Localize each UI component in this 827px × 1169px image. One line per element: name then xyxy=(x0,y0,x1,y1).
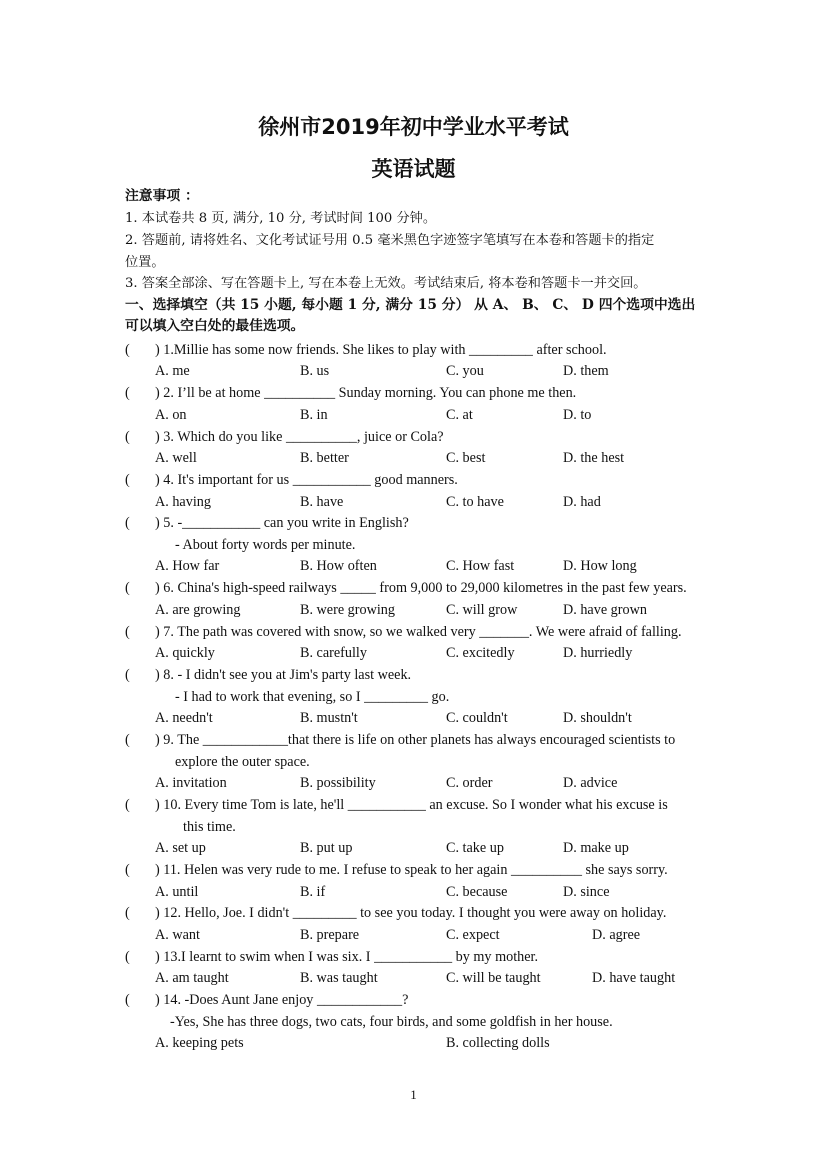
answer-option: B. mustn't xyxy=(300,710,358,726)
answer-option: C. best xyxy=(446,450,486,466)
notes-item: 位置。 xyxy=(125,255,165,270)
notes-item: 2. 答题前, 请将姓名、文化考试证号用 0.5 毫米黑色字迹签字笔填写在本卷和答题卡的指定 xyxy=(125,233,655,248)
answer-option: D. agree xyxy=(592,927,641,943)
answer-option: D. have taught xyxy=(592,970,676,986)
answer-option: C. because xyxy=(446,884,508,900)
answer-option: A. well xyxy=(155,450,197,466)
question-text: ) 13.I learnt to swim when I was six. I ___________ by my mother. xyxy=(155,949,539,965)
answer-option: A. invitation xyxy=(155,775,227,791)
answer-option: D. had xyxy=(563,494,601,510)
answer-option: B. in xyxy=(300,407,328,423)
answer-option: B. have xyxy=(300,494,344,510)
answer-paren: ( xyxy=(125,515,130,531)
answer-paren: ( xyxy=(125,385,130,401)
answer-option: D. since xyxy=(563,884,610,900)
answer-option: B. put up xyxy=(300,840,353,856)
question-text: ) 7. The path was covered with snow, so we walked very _______. We were afraid of falling. xyxy=(155,624,682,640)
answer-option: C. couldn't xyxy=(446,710,508,726)
answer-paren: ( xyxy=(125,992,130,1008)
answer-option: D. make up xyxy=(563,840,629,856)
notes-item: 1. 本试卷共 8 页, 满分, 10 分, 考试时间 100 分钟。 xyxy=(125,211,437,226)
answer-paren: ( xyxy=(125,732,130,748)
question-text: ) 12. Hello, Joe. I didn't _________ to see you today. I thought you were away on holiday. xyxy=(155,905,667,921)
question-continuation: this time. xyxy=(183,819,236,835)
answer-option: B. possibility xyxy=(300,775,376,791)
question-text: ) 1.Millie has some now friends. She likes to play with _________ after school. xyxy=(155,342,607,358)
answer-paren: ( xyxy=(125,580,130,596)
question-text: ) 8. - I didn't see you at Jim's party last week. xyxy=(155,667,412,683)
answer-option: C. to have xyxy=(446,494,504,510)
question-continuation: explore the outer space. xyxy=(175,754,310,770)
answer-option: C. take up xyxy=(446,840,504,856)
answer-option: B. prepare xyxy=(300,927,360,943)
answer-option: B. better xyxy=(300,450,349,466)
answer-option: D. advice xyxy=(563,775,618,791)
answer-option: C. will be taught xyxy=(446,970,541,986)
answer-option: A. am taught xyxy=(155,970,229,986)
answer-option: B. collecting dolls xyxy=(446,1035,550,1051)
answer-option: B. were growing xyxy=(300,602,395,618)
answer-option: B. carefully xyxy=(300,645,367,661)
question-text: ) 4. It's important for us ___________ good manners. xyxy=(155,472,458,488)
exam-subtitle: 英语试题 xyxy=(371,157,456,181)
answer-option: C. you xyxy=(446,363,484,379)
answer-paren: ( xyxy=(125,342,130,358)
question-text: ) 11. Helen was very rude to me. I refuse to speak to her again __________ she says sorry. xyxy=(155,862,668,878)
notes-heading: 注意事项 ： xyxy=(125,188,199,204)
answer-option: D. How long xyxy=(563,558,637,574)
answer-option: A. me xyxy=(155,363,190,379)
section-heading: 一、选择填空（共 15 小题, 每小题 1 分, 满分 15 分） 从 A、 B、 C、 D 四个选项中选出 xyxy=(125,297,696,313)
question-continuation: -Yes, She has three dogs, two cats, four birds, and some goldfish in her house. xyxy=(170,1014,613,1030)
answer-option: C. will grow xyxy=(446,602,518,618)
answer-paren: ( xyxy=(125,624,130,640)
question-text: ) 5. -___________ can you write in English? xyxy=(155,515,409,531)
question-text: ) 3. Which do you like __________, juice or Cola? xyxy=(155,429,444,445)
answer-option: D. the hest xyxy=(563,450,625,466)
page-number: 1 xyxy=(410,1087,417,1102)
answer-option: C. at xyxy=(446,407,473,423)
answer-option: C. excitedly xyxy=(446,645,515,661)
section-heading-cont: 可以填入空白处的最佳选项。 xyxy=(125,318,305,334)
question-text: ) 6. China's high-speed railways _____ from 9,000 to 29,000 kilometres in the past few years. xyxy=(155,580,687,596)
answer-option: C. order xyxy=(446,775,493,791)
notes-item: 3. 答案全部涂、写在答题卡上, 写在本卷上无效。考试结束后, 将本卷和答题卡一并交回。 xyxy=(125,276,647,291)
answer-option: D. hurriedly xyxy=(563,645,633,661)
answer-option: D. shouldn't xyxy=(563,710,632,726)
answer-option: A. keeping pets xyxy=(155,1035,244,1051)
answer-option: A. want xyxy=(155,927,200,943)
answer-option: B. was taught xyxy=(300,970,378,986)
answer-option: A. until xyxy=(155,884,199,900)
answer-paren: ( xyxy=(125,862,130,878)
answer-option: C. expect xyxy=(446,927,500,943)
answer-option: A. set up xyxy=(155,840,206,856)
answer-option: A. on xyxy=(155,407,187,423)
answer-paren: ( xyxy=(125,949,130,965)
question-text: ) 2. I’ll be at home __________ Sunday morning. You can phone me then. xyxy=(155,385,577,401)
answer-option: B. if xyxy=(300,884,326,900)
answer-paren: ( xyxy=(125,797,130,813)
question-continuation: - I had to work that evening, so I _________ go. xyxy=(175,689,450,705)
answer-option: B. us xyxy=(300,363,330,379)
answer-paren: ( xyxy=(125,905,130,921)
answer-paren: ( xyxy=(125,429,130,445)
question-text: ) 10. Every time Tom is late, he'll ___________ an excuse. So I wonder what his excuse is xyxy=(155,797,668,813)
answer-option: A. How far xyxy=(155,558,220,574)
question-text: ) 14. -Does Aunt Jane enjoy ____________? xyxy=(155,992,409,1008)
answer-option: A. having xyxy=(155,494,211,510)
answer-paren: ( xyxy=(125,472,130,488)
answer-option: C. How fast xyxy=(446,558,515,574)
answer-option: D. to xyxy=(563,407,592,423)
answer-option: A. are growing xyxy=(155,602,241,618)
answer-option: D. have grown xyxy=(563,602,647,618)
exam-title: 徐州市2019年初中学业水平考试 xyxy=(258,115,569,139)
answer-option: D. them xyxy=(563,363,609,379)
question-continuation: - About forty words per minute. xyxy=(175,537,356,553)
answer-option: A. needn't xyxy=(155,710,213,726)
question-text: ) 9. The ____________that there is life on other planets has always encouraged scientists to xyxy=(155,732,676,748)
answer-option: B. How often xyxy=(300,558,377,574)
answer-paren: ( xyxy=(125,667,130,683)
answer-option: A. quickly xyxy=(155,645,215,661)
